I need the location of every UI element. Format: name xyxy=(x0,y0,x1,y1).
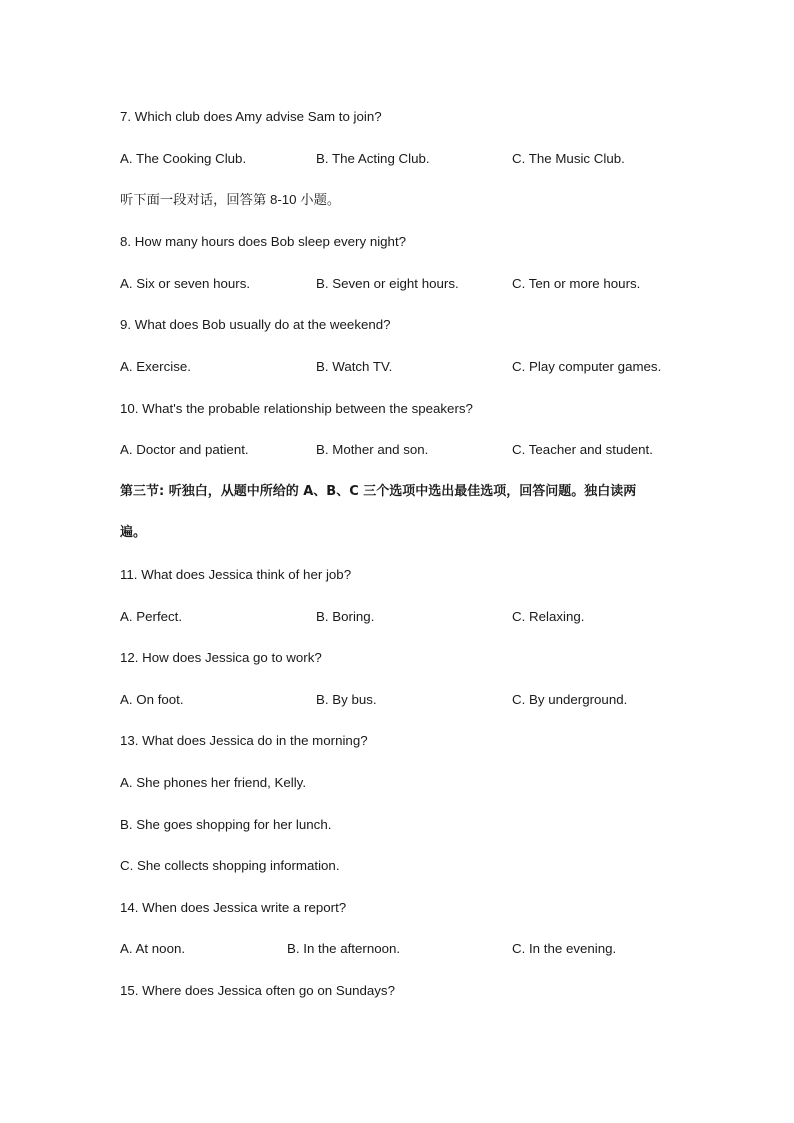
question-11: 11. What does Jessica think of her job? xyxy=(120,567,352,582)
option-11c: C. Relaxing. xyxy=(512,609,585,624)
option-13a: A. She phones her friend, Kelly. xyxy=(120,775,307,790)
question-8: 8. How many hours does Bob sleep every night? xyxy=(120,234,407,249)
option-12a: A. On foot. xyxy=(120,692,184,707)
question-10: 10. What's the probable relationship between the speakers? xyxy=(120,401,473,416)
option-10b: B. Mother and son. xyxy=(316,442,429,457)
option-12c: C. By underground. xyxy=(512,692,628,707)
option-10a: A. Doctor and patient. xyxy=(120,442,249,457)
option-14c: C. In the evening. xyxy=(512,941,617,956)
options-12 xyxy=(120,691,680,709)
option-12b: B. By bus. xyxy=(316,692,377,707)
option-8a: A. Six or seven hours. xyxy=(120,276,251,291)
option-9a: A. Exercise. xyxy=(120,359,191,374)
option-8b: B. Seven or eight hours. xyxy=(316,276,459,291)
options-8 xyxy=(120,275,680,293)
instruction-8-10: 听下面一段对话，回答第 8-10 小题。 xyxy=(120,192,341,207)
question-14: 14. When does Jessica write a report? xyxy=(120,900,347,915)
question-9: 9. What does Bob usually do at the weekend? xyxy=(120,317,391,332)
options-7 xyxy=(120,150,680,168)
option-9b: B. Watch TV. xyxy=(316,359,393,374)
option-11b: B. Boring. xyxy=(316,609,375,624)
question-13: 13. What does Jessica do in the morning? xyxy=(120,733,368,748)
option-13c: C. She collects shopping information. xyxy=(120,858,340,873)
option-9c: C. Play computer games. xyxy=(512,359,662,374)
option-13b: B. She goes shopping for her lunch. xyxy=(120,817,332,832)
question-15: 15. Where does Jessica often go on Sundays? xyxy=(120,983,395,998)
option-7b: B. The Acting Club. xyxy=(316,151,430,166)
option-11a: A. Perfect. xyxy=(120,609,183,624)
options-9 xyxy=(120,358,680,376)
options-11 xyxy=(120,608,680,626)
options-10 xyxy=(120,441,680,459)
option-14a: A. At noon. xyxy=(120,941,186,956)
question-7: 7. Which club does Amy advise Sam to join? xyxy=(120,109,382,124)
options-14 xyxy=(120,940,680,958)
section-3-heading-cont: 遍。 xyxy=(120,525,147,540)
option-7c: C. The Music Club. xyxy=(512,151,625,166)
section-3-heading: 第三节: 听独白，从题中所给的 A、B、C 三个选项中选出最佳选项，回答问题。独白读两 xyxy=(120,484,637,499)
question-12: 12. How does Jessica go to work? xyxy=(120,650,322,665)
option-14b: B. In the afternoon. xyxy=(287,941,401,956)
option-7a: A. The Cooking Club. xyxy=(120,151,247,166)
option-8c: C. Ten or more hours. xyxy=(512,276,641,291)
option-10c: C. Teacher and student. xyxy=(512,442,653,457)
